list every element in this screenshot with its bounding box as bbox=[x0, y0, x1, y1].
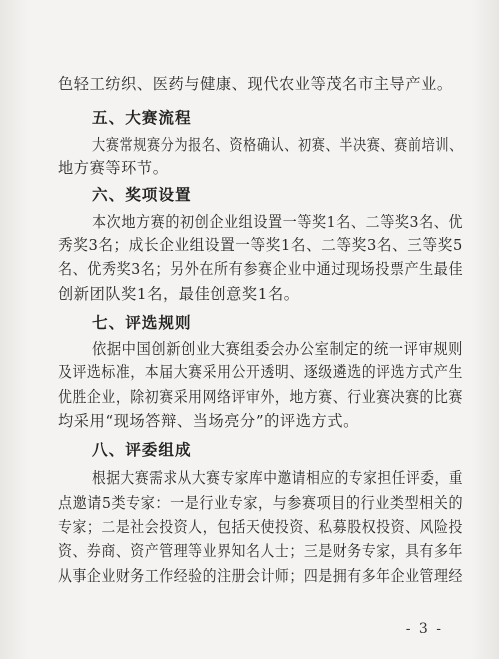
body-line: 从事企业财务工作经验的注册会计师；四是拥有多年企业管理经 bbox=[58, 567, 463, 585]
body-line: 根据大赛需求从大赛专家库中邀请相应的专家担任评委，重 bbox=[92, 469, 464, 487]
body-line: 专家；二是社会投资人，包括天使投资、私募股权投资、风险投 bbox=[58, 518, 463, 536]
section-heading-awards: 六、奖项设置 bbox=[92, 186, 192, 204]
body-line: 优胜企业，除初赛采用网络评审外，地方赛、行业赛决赛的比赛 bbox=[58, 388, 463, 406]
body-line: 及评选标准，本届大赛采用公开透明、逐级遴选的评选方式产生 bbox=[58, 363, 463, 381]
body-line: 创新团队奖1名，最佳创意奖1名。 bbox=[58, 285, 300, 303]
body-line: 本次地方赛的初创企业组设置一等奖1名、二等奖3名、优 bbox=[92, 213, 464, 231]
section-heading-judges: 八、评委组成 bbox=[92, 441, 192, 459]
body-line: 资、券商、资产管理等业界知名人士；三是财务专家，具有多年 bbox=[58, 542, 463, 560]
section-heading-rules: 七、评选规则 bbox=[92, 314, 192, 332]
body-line: 地方赛等环节。 bbox=[58, 159, 169, 177]
body-line: 名、优秀奖3名；另外在所有参赛企业中通过现场投票产生最佳 bbox=[58, 260, 464, 278]
body-line: 均采用“现场答辩、当场亮分”的评选方式。 bbox=[58, 412, 359, 430]
page-number: - 3 - bbox=[405, 621, 443, 637]
body-line: 依据中国创新创业大赛组委会办公室制定的统一评审规则 bbox=[92, 340, 464, 358]
body-line: 秀奖3名；成长企业组设置一等奖1名、二等奖3名、三等奖5 bbox=[58, 236, 463, 254]
body-line: 色轻工纺织、医药与健康、现代农业等茂名市主导产业。 bbox=[58, 75, 453, 93]
section-heading-process: 五、大赛流程 bbox=[92, 109, 192, 127]
body-line: 大赛常规赛分为报名、资格确认、初赛、半决赛、赛前培训、 bbox=[92, 136, 463, 154]
body-line: 点邀请5类专家：一是行业专家，与参赛项目的行业类型相关的 bbox=[58, 494, 464, 512]
